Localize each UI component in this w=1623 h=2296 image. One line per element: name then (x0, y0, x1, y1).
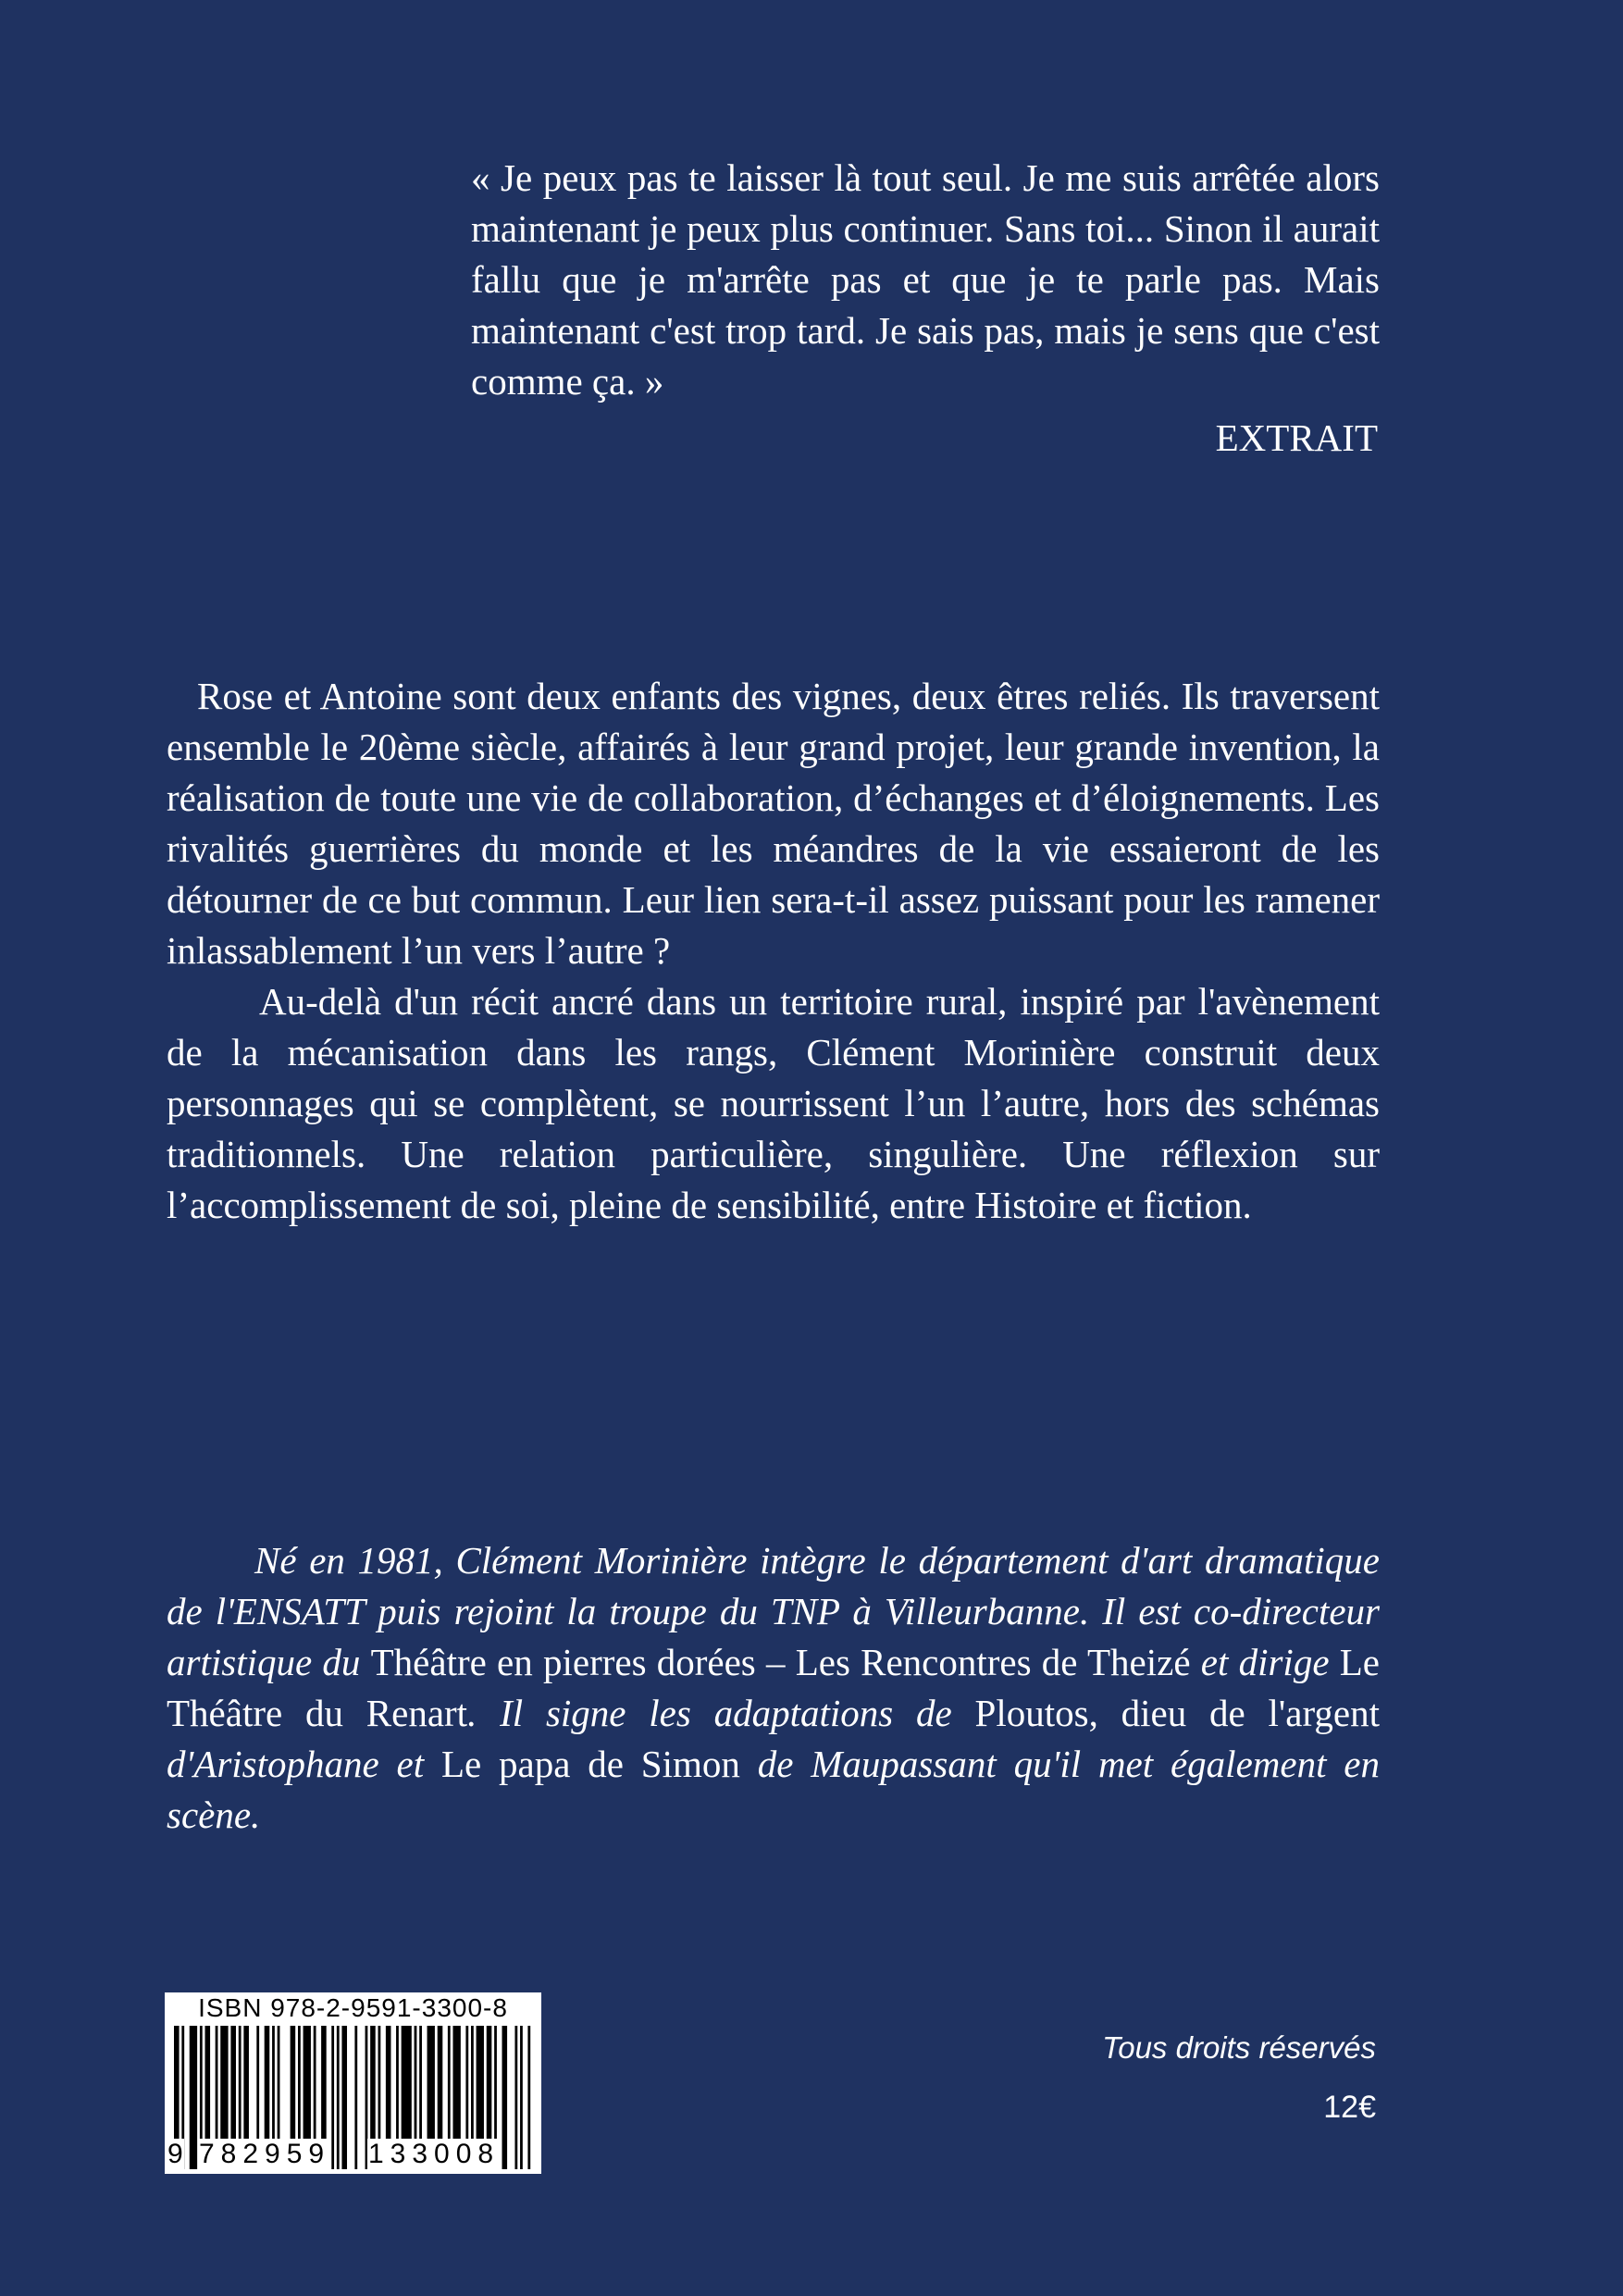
barcode-bar (190, 2026, 197, 2169)
author-bio (167, 1535, 1380, 1841)
isbn-barcode (165, 1992, 541, 2174)
summary-paragraph-2: Au-delà d'un récit ancré dans un territoire rural, inspiré par l'avènement de la mécanisation dans les rangs, Clément Morinière construit deux personnages qui se complètent, se nourrissent l’un l’autre, hors des schémas traditionnels. Une relation particulière, singulière. Une réflexion sur l’accomplissement de soi, pleine de sensibilité, entre Histoire et fiction. (167, 980, 1380, 1226)
bio-work-renart: Le Théâtre du Renart (167, 1641, 1380, 1734)
bio-text-4: d'Aristophane et (167, 1743, 441, 1785)
bio-text-3: . Il signe les adaptations de (467, 1692, 975, 1734)
barcode-bar (527, 2026, 530, 2169)
bio-text-1: Né en 1981, Clément Morinière intègre le département d'art dramatique de l'ENSATT puis rejoint la troupe du TNP à Villeurbanne. Il est co-directeur artistique du (167, 1539, 1380, 1683)
bio-text-5: de Maupassant qu'il met également en scène. (167, 1743, 1381, 1836)
barcode-bar (502, 2026, 508, 2169)
barcode-bar (354, 2026, 357, 2169)
bio-work-papa: Le papa de Simon (440, 1743, 740, 1785)
bio-work-ploutos: Ploutos, dieu de l'argent (974, 1692, 1380, 1734)
barcode-bar (337, 2026, 340, 2169)
isbn-digit-first: 9 (167, 2139, 183, 2169)
barcode-bar (514, 2026, 517, 2169)
isbn-label: ISBN 978-2-9591-3300-8 (198, 1993, 508, 2022)
excerpt-label: EXTRAIT (1215, 416, 1378, 459)
barcode-bar (341, 2026, 347, 2169)
excerpt-quote: « Je peux pas te laisser là tout seul. Je me suis arrêtée alors maintenant je peux plus continuer. Sans toi... Sinon il aurait fallu que je m'arrête pas et que je te parle pas. Mais maintenant c'est trop tard. Je sais pas, mais je sens que c'est comme ça. » (471, 156, 1380, 403)
isbn-digits-right: 133008 (368, 2139, 501, 2169)
isbn-digits-left: 782959 (199, 2139, 331, 2169)
price: 12€ (1323, 2090, 1376, 2125)
book-summary (167, 671, 1380, 1231)
barcode-bar (331, 2026, 334, 2169)
barcode-bar (520, 2026, 523, 2169)
bio-work-theatre: Théâtre en pierres dorées – Les Rencontres de Theizé (370, 1641, 1191, 1683)
summary-paragraph-1: Rose et Antoine sont deux enfants des vignes, deux êtres reliés. Ils traversent ensemble le 20ème siècle, affairés à leur grand projet, leur grande invention, la réalisation de toute une vie de collaboration, d’échanges et d’éloignements. Les rivalités guerrières du monde et les méandres de la vie essaieront de les détourner de ce but commun. Leur lien sera-t-il assez puissant pour les ramener inlassablement l’un vers l’autre ? (167, 675, 1380, 972)
bio-text-2: et dirige (1190, 1641, 1340, 1683)
rights-notice: Tous droits réservés (1102, 2030, 1376, 2065)
